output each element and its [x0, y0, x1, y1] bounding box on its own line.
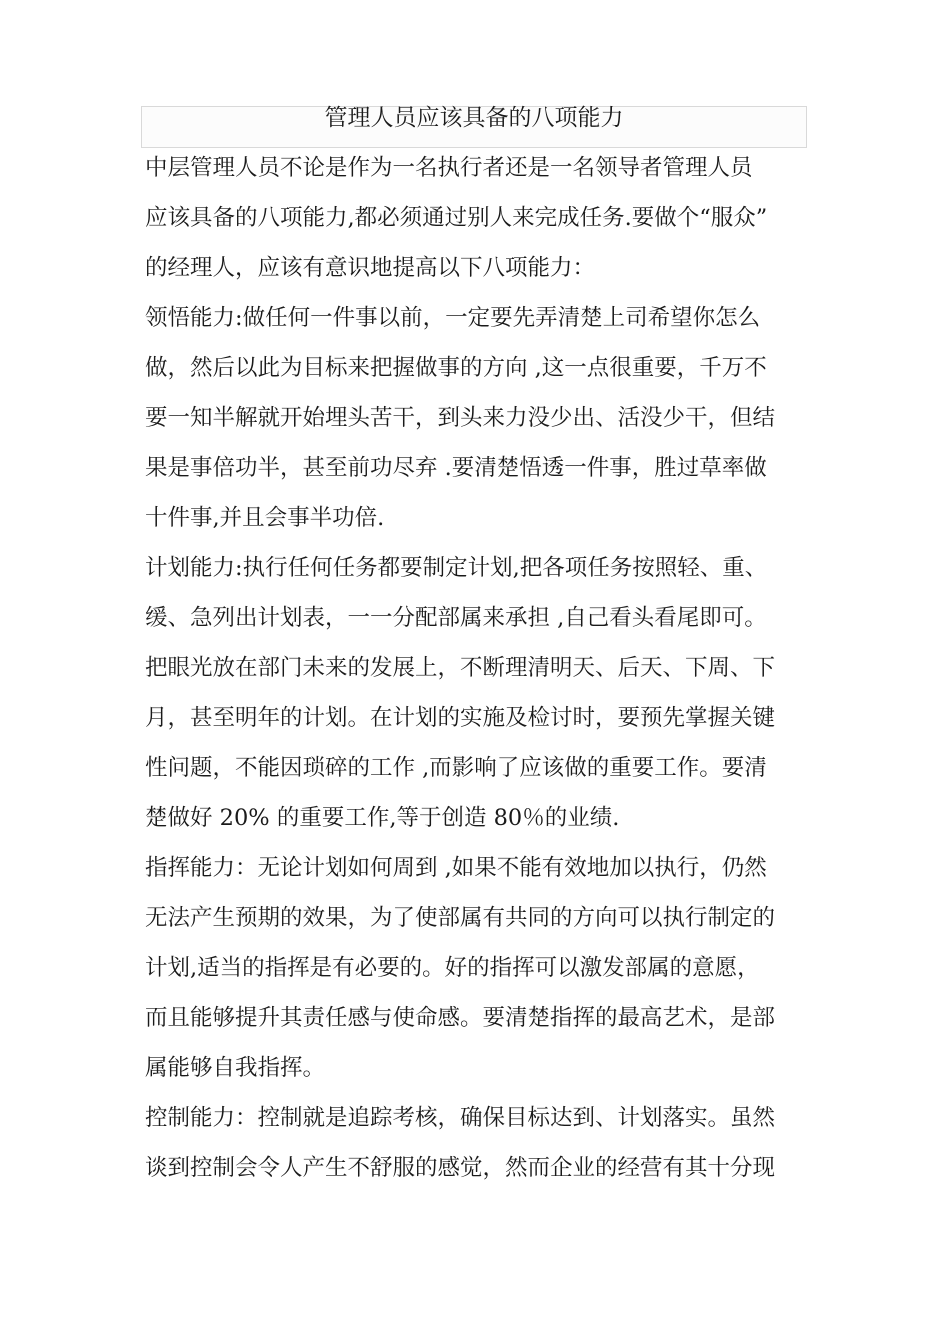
body-line: 楚做好 20% 的重要工作,等于创造 80％的业绩.	[145, 805, 620, 831]
body-line: 做，然后以此为目标来把握做事的方向 ,这一点很重要，千万不	[145, 355, 767, 381]
body-line: 计划能力:执行任何任务都要制定计划,把各项任务按照轻、重、	[145, 555, 768, 581]
body-line: 缓、急列出计划表，一一分配部属来承担 ,自己看头看尾即可。	[145, 605, 767, 631]
body-line: 计划,适当的指挥是有必要的。好的指挥可以激发部属的意愿，	[145, 955, 760, 981]
body-line: 无法产生预期的效果，为了使部属有共同的方向可以执行制定的	[145, 905, 776, 931]
body-line: 果是事倍功半，甚至前功尽弃 .要清楚悟透一件事，胜过草率做	[145, 455, 767, 481]
body-line: 中层管理人员不论是作为一名执行者还是一名领导者管理人员	[145, 155, 753, 181]
body-line: 把眼光放在部门未来的发展上，不断理清明天、后天、下周、下	[145, 655, 776, 681]
document-body	[145, 149, 817, 1199]
document-title-box	[141, 106, 807, 148]
body-line: 而且能够提升其责任感与使命感。要清楚指挥的最高艺术，是部	[145, 1005, 776, 1031]
body-line: 的经理人，应该有意识地提高以下八项能力：	[145, 255, 596, 281]
body-line: 要一知半解就开始埋头苦干，到头来力没少出、活没少干，但结	[145, 405, 776, 431]
body-line: 性问题，不能因琐碎的工作 ,而影响了应该做的重要工作。要清	[145, 755, 767, 781]
body-line: 控制能力：控制就是追踪考核，确保目标达到、计划落实。虽然	[145, 1105, 776, 1131]
body-line: 领悟能力:做任何一件事以前，一定要先弄清楚上司希望你怎么	[145, 305, 761, 331]
body-line: 十件事,并且会事半功倍.	[145, 505, 385, 531]
body-line: 月，甚至明年的计划。在计划的实施及检讨时，要预先掌握关键	[145, 705, 776, 731]
body-line: 指挥能力：无论计划如何周到 ,如果不能有效地加以执行，仍然	[145, 855, 767, 881]
body-line: 谈到控制会令人产生不舒服的感觉，然而企业的经营有其十分现	[145, 1155, 776, 1181]
body-line: 应该具备的八项能力,都必须通过别人来完成任务.要做个“服众”	[145, 205, 768, 231]
body-line: 属能够自我指挥。	[145, 1055, 326, 1081]
document-title: 管理人员应该具备的八项能力	[324, 105, 624, 131]
